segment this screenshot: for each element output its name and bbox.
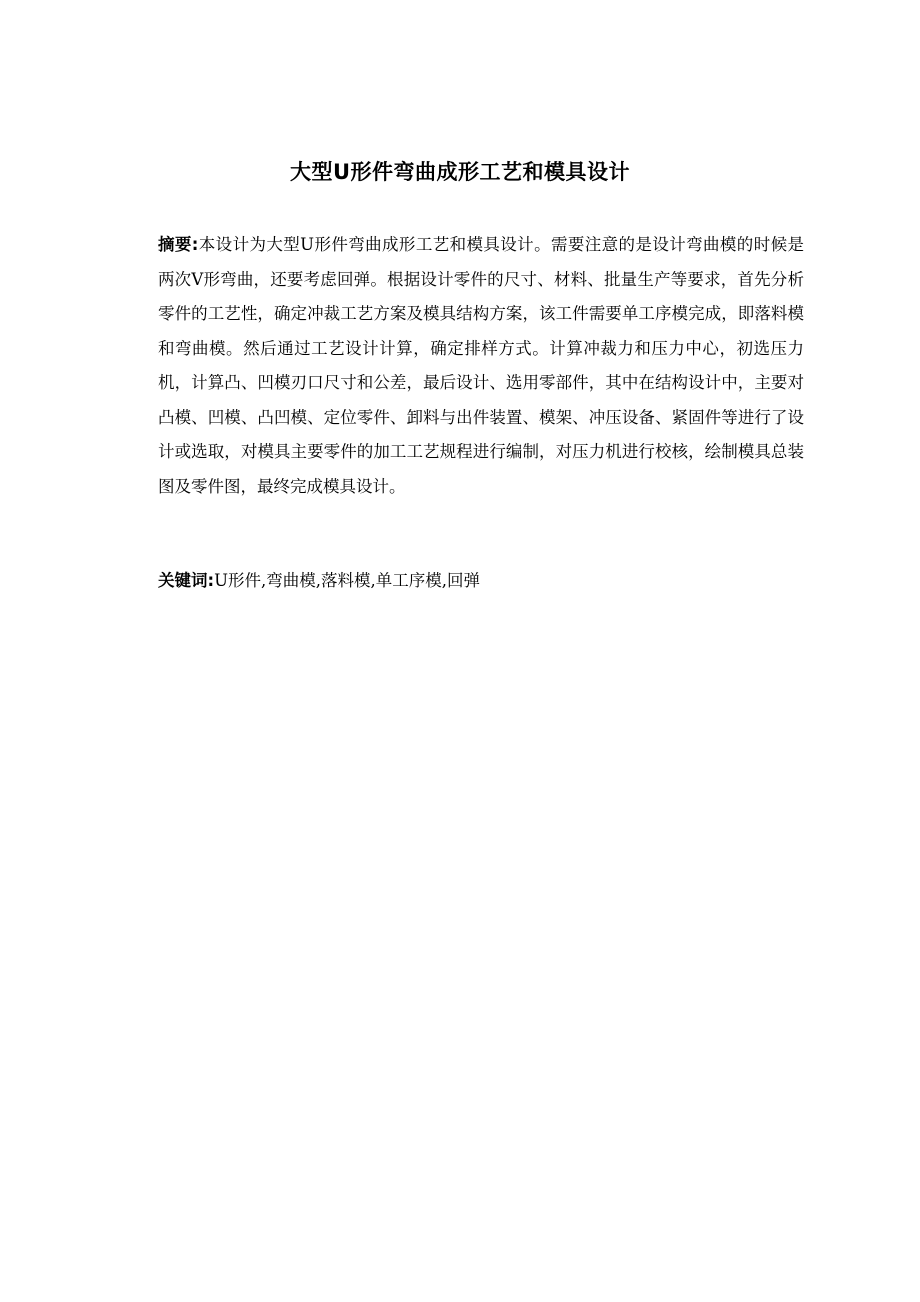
abstract-text: 本设计为大型U形件弯曲成形工艺和模具设计。需要注意的是设计弯曲模的时候是两次V形弯曲，还要考虑回弹。根据设计零件的尺寸、材料、批量生产等要求，首先分析零件的工艺性，确定冲裁工艺方案及模具结构方案，该工件需要单工序模完成，即落料模和弯曲模。然后通过工艺设计计算，确定排样方式。计算冲裁力和压力中心，初选压力机，计算凸、凹模刃口尺寸和公差，最后设计、选用零部件，其中在结构设计中，主要对凸模、凹模、凸凹模、定位零件、卸料与出件装置、模架、冲压设备、紧固件等进行了设计或选取，对模具主要零件的加工工艺规程进行编制，对压力机进行校核，绘制模具总装图及零件图，最终完成模具设计。 (158, 235, 804, 496)
keywords-label: 关键词: (158, 571, 215, 590)
document-title: 大型U形件弯曲成形工艺和模具设计 (289, 160, 631, 184)
abstract-label: 摘要: (158, 235, 199, 254)
keywords-text: U形件,弯曲模,落料模,单工序模,回弹 (214, 571, 480, 590)
abstract-paragraph (158, 228, 804, 504)
keywords-line (158, 566, 804, 596)
